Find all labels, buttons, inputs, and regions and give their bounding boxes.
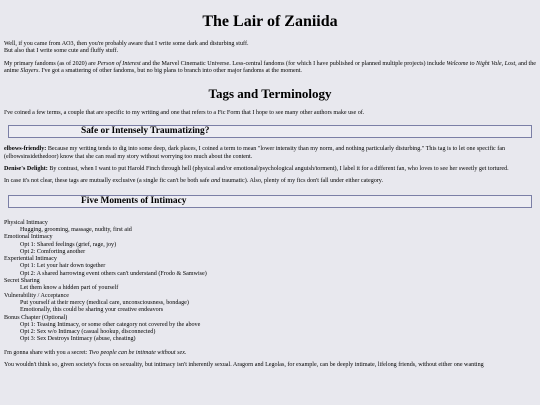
five-moments-heading-box: Five Moments of Intimacy [8,195,532,208]
denise-term: Denise's Delight: [4,166,48,173]
text: , and the anime [4,60,536,74]
five-moments-list [4,220,536,344]
list-category: Secret Sharing [4,278,40,285]
page-title: The Lair of Zaniida [202,13,338,30]
intro-line-2: But also that I write some cute and fluffy stuff. [4,48,119,55]
list-category: Vulnerability / Acceptance [4,292,69,299]
text: I'm gonna share with you a secret: [4,349,89,356]
elbows-text: Because my writing tends to dig into some deep, dark places, I coined a term to mean "lower intensity than my norm, and nothing particularly disturbing." This tag is to let one specific fan (elbowsinsidethedoor) know that she can read my story without worrying too much about the content. [4,146,506,160]
intimacy-paragraph: You wouldn't think so, given society's focus on sexuality, but intimacy isn't inherently sexual. Aragorn and Legolas, for example, can be deeply intimate, lifelong friends, without either one wanting [4,362,484,369]
tags-intro: I've coined a few terms, a couple that are specific to my writing and one that refers to a Fic Form that I hope to see many other authors make use of. [4,110,365,117]
fandom-lost: Lost [504,60,516,67]
list-category: Bonus Chapter (Optional) [4,314,68,321]
text: traumatic). Also, plenty of my fics don't fall under either category. [220,178,383,185]
list-subitem: Opt 3: Sex Destroys Intimacy (abuse, cheating) [20,336,136,343]
tags-heading: Tags and Terminology [208,86,332,102]
text: My primary fandoms (as of 2020) are [4,60,98,67]
list-subitem: Opt 1: Let your hair down together [20,263,106,270]
text: , [501,60,505,67]
elbows-paragraph [4,146,536,161]
list-category: Experiential Intimacy [4,256,57,263]
intro-paragraph-2 [4,61,536,76]
text: In case it's not clear, these tags are mutually exclusive (a single fic can't be both safe [4,178,212,185]
list-subitem: Opt 2: Comforting another [20,248,86,255]
intro-paragraph-1 [4,41,536,56]
denise-paragraph [4,166,536,173]
list-subitem: Opt 2: A shared harrowing event others can't understand (Frodo & Samwise) [20,270,207,277]
list-subitem: Opt 1: Shared feelings (grief, rage, joy) [20,241,117,248]
list-subitem: Put yourself at their mercy (medical care, unconsciousness, bondage) [20,299,189,306]
list-subitem: Opt 1: Teasing Intimacy, or some other category not covered by the above [20,321,201,328]
fandom-poi: Person of Interest [97,60,141,67]
denise-text: By contrast, when I want to put Harold Finch through hell (physical and/or emotional/psychological anguish/torment), I label it for a different fan, who loves to see her sweetly get tortured. [47,166,509,173]
fandom-slayers: Slayers [20,67,39,74]
list-category: Emotional Intimacy [4,234,53,241]
list-subitem: Hugging, grooming, massage, nudity, first aid [20,226,132,233]
text: . I've got a smattering of other fandoms, but no big plans to branch into other major fandoms at the moment. [38,67,302,74]
secret-text: Two people can be intimate without sex. [88,349,187,356]
clear-paragraph [4,178,536,185]
fandom-wtnv: Welcome to Night Vale [446,60,502,67]
safe-heading-box: Safe or Intensely Traumatizing? [8,125,532,138]
emphasis: and [211,178,221,185]
list-category: Physical Intimacy [4,219,48,226]
intro-line-1: Well, if you came from AO3, then you're probably aware that I write some dark and disturbing stuff. [4,41,249,47]
elbows-term: elbows-friendly: [4,146,47,153]
list-subitem: Emotionally, this could be sharing your creative endeavors [20,307,164,314]
secret-paragraph [4,350,536,357]
text: and the Marvel Cinematic Universe. Less-central fandoms (for which I have published or planned multiple projects) include [140,60,447,67]
list-subitem: Opt 2: Sex w/o Intimacy (casual hookup, disconnected) [20,329,156,336]
list-subitem: Let them know a hidden part of yourself [20,285,119,292]
